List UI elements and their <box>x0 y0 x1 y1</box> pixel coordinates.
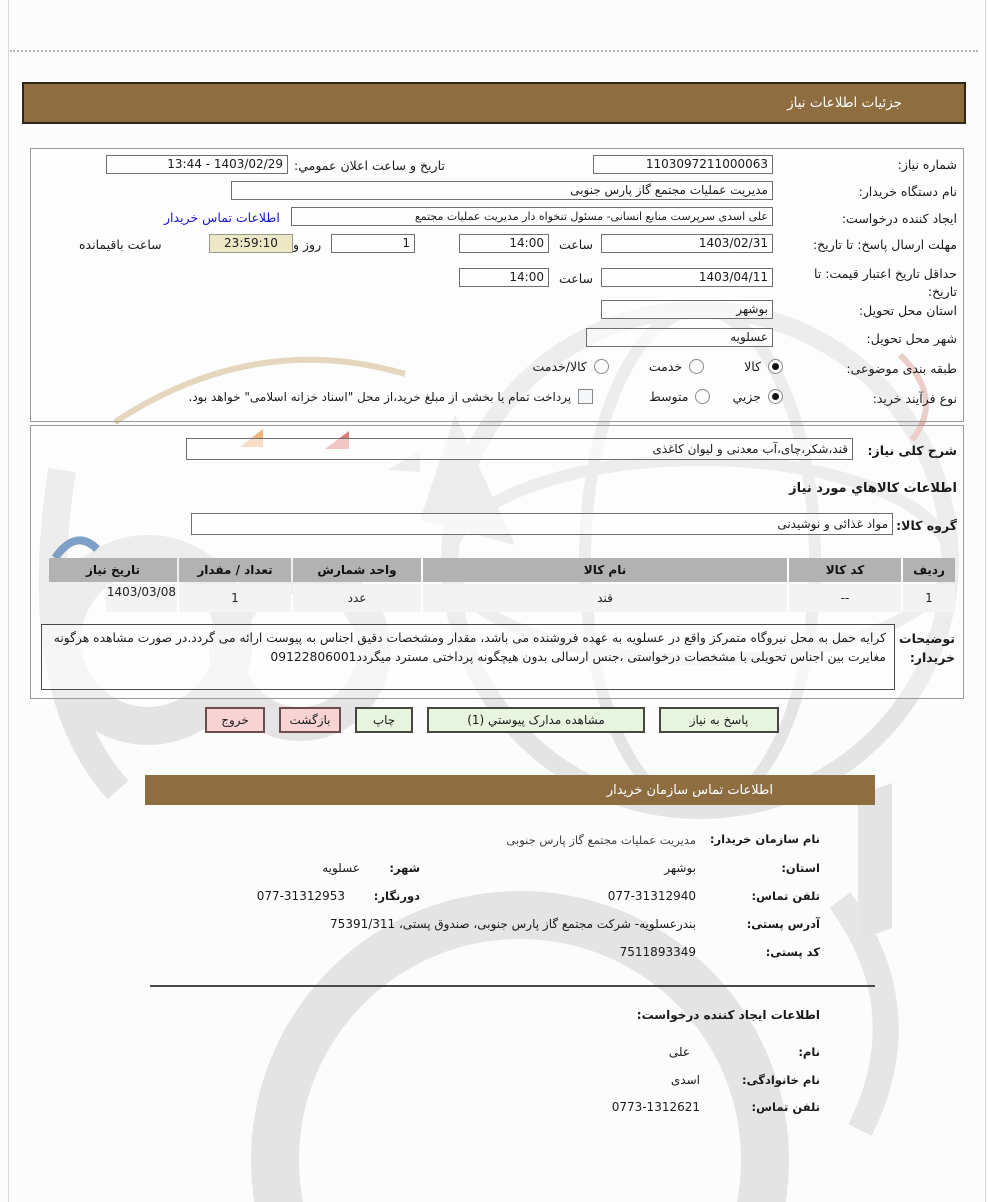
purchase-process-options <box>189 389 784 404</box>
cell-unit: عدد <box>293 584 421 612</box>
delivery-province-label: استان محل تحویل: <box>858 303 957 318</box>
creator-phone-value: 0773-1312621 <box>611 1100 700 1114</box>
category-goods-label: کالا <box>744 359 761 374</box>
days-suffix-label: روز و <box>293 237 322 252</box>
cell-item-name: قند <box>423 584 787 612</box>
cell-need-date: 1403/03/08 <box>106 584 177 612</box>
validity-time-input[interactable]: 14:00 <box>459 268 549 287</box>
back-button[interactable]: بازگشت <box>279 707 341 733</box>
delivery-city-label: شهر محل تحویل: <box>866 331 957 346</box>
request-creator-input[interactable]: علی اسدی سرپرست منابع انسانی- مسئول تنخواه دار مدیریت عملیات مجتمع <box>291 207 773 226</box>
creator-first-name-label: نام: <box>798 1045 820 1059</box>
category-goods-service-radio[interactable] <box>594 359 609 374</box>
validity-hour-label: ساعت <box>559 271 594 286</box>
process-minor-label: جزيي <box>732 389 761 404</box>
category-service-label: خدمت <box>648 359 683 374</box>
category-service-radio[interactable] <box>689 359 704 374</box>
cell-item-code: -- <box>789 584 901 612</box>
treasury-payment-label: پرداخت تمام یا بخشی از مبلغ خرید،از محل "اسناد خزانه اسلامی" خواهد بود. <box>188 389 572 404</box>
purchase-process-label: نوع فرآیند خرید: <box>872 391 957 406</box>
creator-section-heading: اطلاعات ایجاد کننده درخواست: <box>636 1008 820 1022</box>
buyer-device-input[interactable]: مدیریت عملیات مجتمع گاز پارس جنوبی <box>231 181 773 200</box>
items-section-heading: اطلاعات کالاهاي مورد نیاز <box>789 481 957 496</box>
price-validity-label: حداقل تاریخ اعتبار قیمت: تا تاریخ: <box>813 266 957 300</box>
details-title-bar <box>22 82 966 124</box>
response-deadline-label: مهلت ارسال پاسخ: تا تاریخ: <box>812 237 957 252</box>
creator-phone-label: تلفن تماس: <box>751 1100 820 1114</box>
need-items-box <box>30 425 964 699</box>
goods-group-label: گروه کالا: <box>896 518 957 533</box>
creator-last-name-value: اسدی <box>670 1073 700 1087</box>
contact-city-label: شهر: <box>389 861 420 875</box>
table-row <box>49 584 955 612</box>
deadline-time-input[interactable]: 14:00 <box>459 234 549 253</box>
items-table <box>47 556 957 614</box>
col-row-index: ردیف <box>903 558 955 582</box>
cell-quantity: 1 <box>179 584 291 612</box>
contact-province-value: بوشهر <box>664 861 696 875</box>
deadline-hour-label: ساعت <box>559 237 594 252</box>
col-quantity: تعداد / مقدار <box>179 558 291 582</box>
section-divider <box>150 985 875 987</box>
process-minor-radio[interactable] <box>768 389 783 404</box>
process-medium-radio[interactable] <box>695 389 710 404</box>
goods-group-input[interactable]: مواد غذائی و نوشیدنی <box>191 513 893 535</box>
contact-address-value: بندرعسلویه- شرکت مجتمع گاز پارس جنوبی، صندوق پستی، 75391/311 <box>330 917 696 931</box>
respond-to-need-button[interactable]: پاسخ به نیاز <box>659 707 779 733</box>
need-summary-input[interactable]: قند،شکر،چای،آب معدنی و لیوان کاغذی <box>186 438 853 460</box>
exit-button[interactable]: خروج <box>205 707 265 733</box>
postal-code-value: 7511893349 <box>619 945 696 959</box>
action-buttons-row <box>205 707 779 733</box>
col-unit: واحد شمارش <box>293 558 421 582</box>
request-creator-label: ایجاد کننده درخواست: <box>841 211 957 226</box>
category-goods-service-label: کالا/خدمت <box>532 359 587 374</box>
details-title: جزئیات اطلاعات نیاز <box>787 95 902 111</box>
validity-date-input[interactable]: 1403/04/11 <box>601 268 773 287</box>
delivery-city-input[interactable]: عسلویه <box>586 328 773 347</box>
deadline-days-input[interactable]: 1 <box>331 234 415 253</box>
page-left-border <box>8 0 9 1202</box>
col-need-date: تاریخ نیاز <box>49 558 177 582</box>
contact-title: اطلاعات تماس سازمان خریدار <box>606 782 773 798</box>
deadline-date-input[interactable]: 1403/02/31 <box>601 234 773 253</box>
need-summary-label: شرح کلی نیاز: <box>867 443 957 458</box>
process-medium-label: متوسط <box>649 389 689 404</box>
view-attachments-button[interactable]: مشاهده مدارک پیوستي (1) <box>427 707 645 733</box>
buyer-contact-link[interactable]: اطلاعات تماس خریدار <box>164 210 280 225</box>
print-button[interactable]: چاپ <box>355 707 413 733</box>
need-number-label: شماره نیاز: <box>897 157 957 172</box>
col-item-code: کد کالا <box>789 558 901 582</box>
creator-first-name-value: علی <box>668 1045 690 1059</box>
remaining-suffix-label: ساعت باقیمانده <box>79 237 162 252</box>
contact-province-label: استان: <box>781 861 820 875</box>
creator-last-name-label: نام خانوادگی: <box>742 1073 820 1087</box>
subject-category-options <box>532 359 783 374</box>
contact-phone-value: 077-31312940 <box>607 889 696 903</box>
remaining-time-badge: 23:59:10 <box>209 234 293 253</box>
contact-phone-label: تلفن تماس: <box>751 889 820 903</box>
announce-datetime-label: تاریخ و ساعت اعلان عمومي: <box>294 158 445 173</box>
contact-fax-value: 077-31312953 <box>256 889 345 903</box>
items-table-header-row <box>49 558 955 582</box>
subject-category-label: طبقه بندی موضوعی: <box>846 361 957 376</box>
org-name-value: مدیریت عملیات مجتمع گاز پارس جنوبی <box>506 833 696 847</box>
buyer-notes-label: توضیحات خریدار: <box>899 631 955 665</box>
buyer-device-label: نام دستگاه خریدار: <box>858 184 957 199</box>
top-dotted-divider <box>10 50 978 52</box>
org-name-row <box>710 832 820 846</box>
treasury-payment-checkbox[interactable] <box>578 389 593 404</box>
org-name-label: نام سازمان خریدار: <box>709 832 820 846</box>
postal-code-label: کد پستی: <box>765 945 820 959</box>
page-right-border <box>985 0 986 1202</box>
contact-fax-label: دورنگار: <box>373 889 420 903</box>
col-item-name: نام کالا <box>423 558 787 582</box>
contact-city-value: عسلویه <box>322 861 360 875</box>
buyer-notes-box: کرایه حمل به محل نیروگاه متمرکز واقع در عسلویه به عهده فروشنده می باشد، مقدار ومشخصات دقیق اجناس به پیوست ارائه می گردد.در صورت مشاهده هرگونه مغایرت بین اجناس تحویلی با مشخصات درخواستی ،جنس ارسالی بدون هیچگونه پرداختی مسترد میگردد09122806001 <box>41 624 895 690</box>
general-info-box <box>30 148 964 422</box>
cell-row-index: 1 <box>903 584 955 612</box>
delivery-province-input[interactable]: بوشهر <box>601 300 773 319</box>
need-number-input[interactable]: 1103097211000063 <box>593 155 773 174</box>
category-goods-radio[interactable] <box>768 359 783 374</box>
contact-address-label: آدرس پستی: <box>746 917 820 931</box>
announce-datetime-input[interactable]: 13:44 - 1403/02/29 <box>106 155 288 174</box>
contact-title-bar <box>145 775 875 805</box>
